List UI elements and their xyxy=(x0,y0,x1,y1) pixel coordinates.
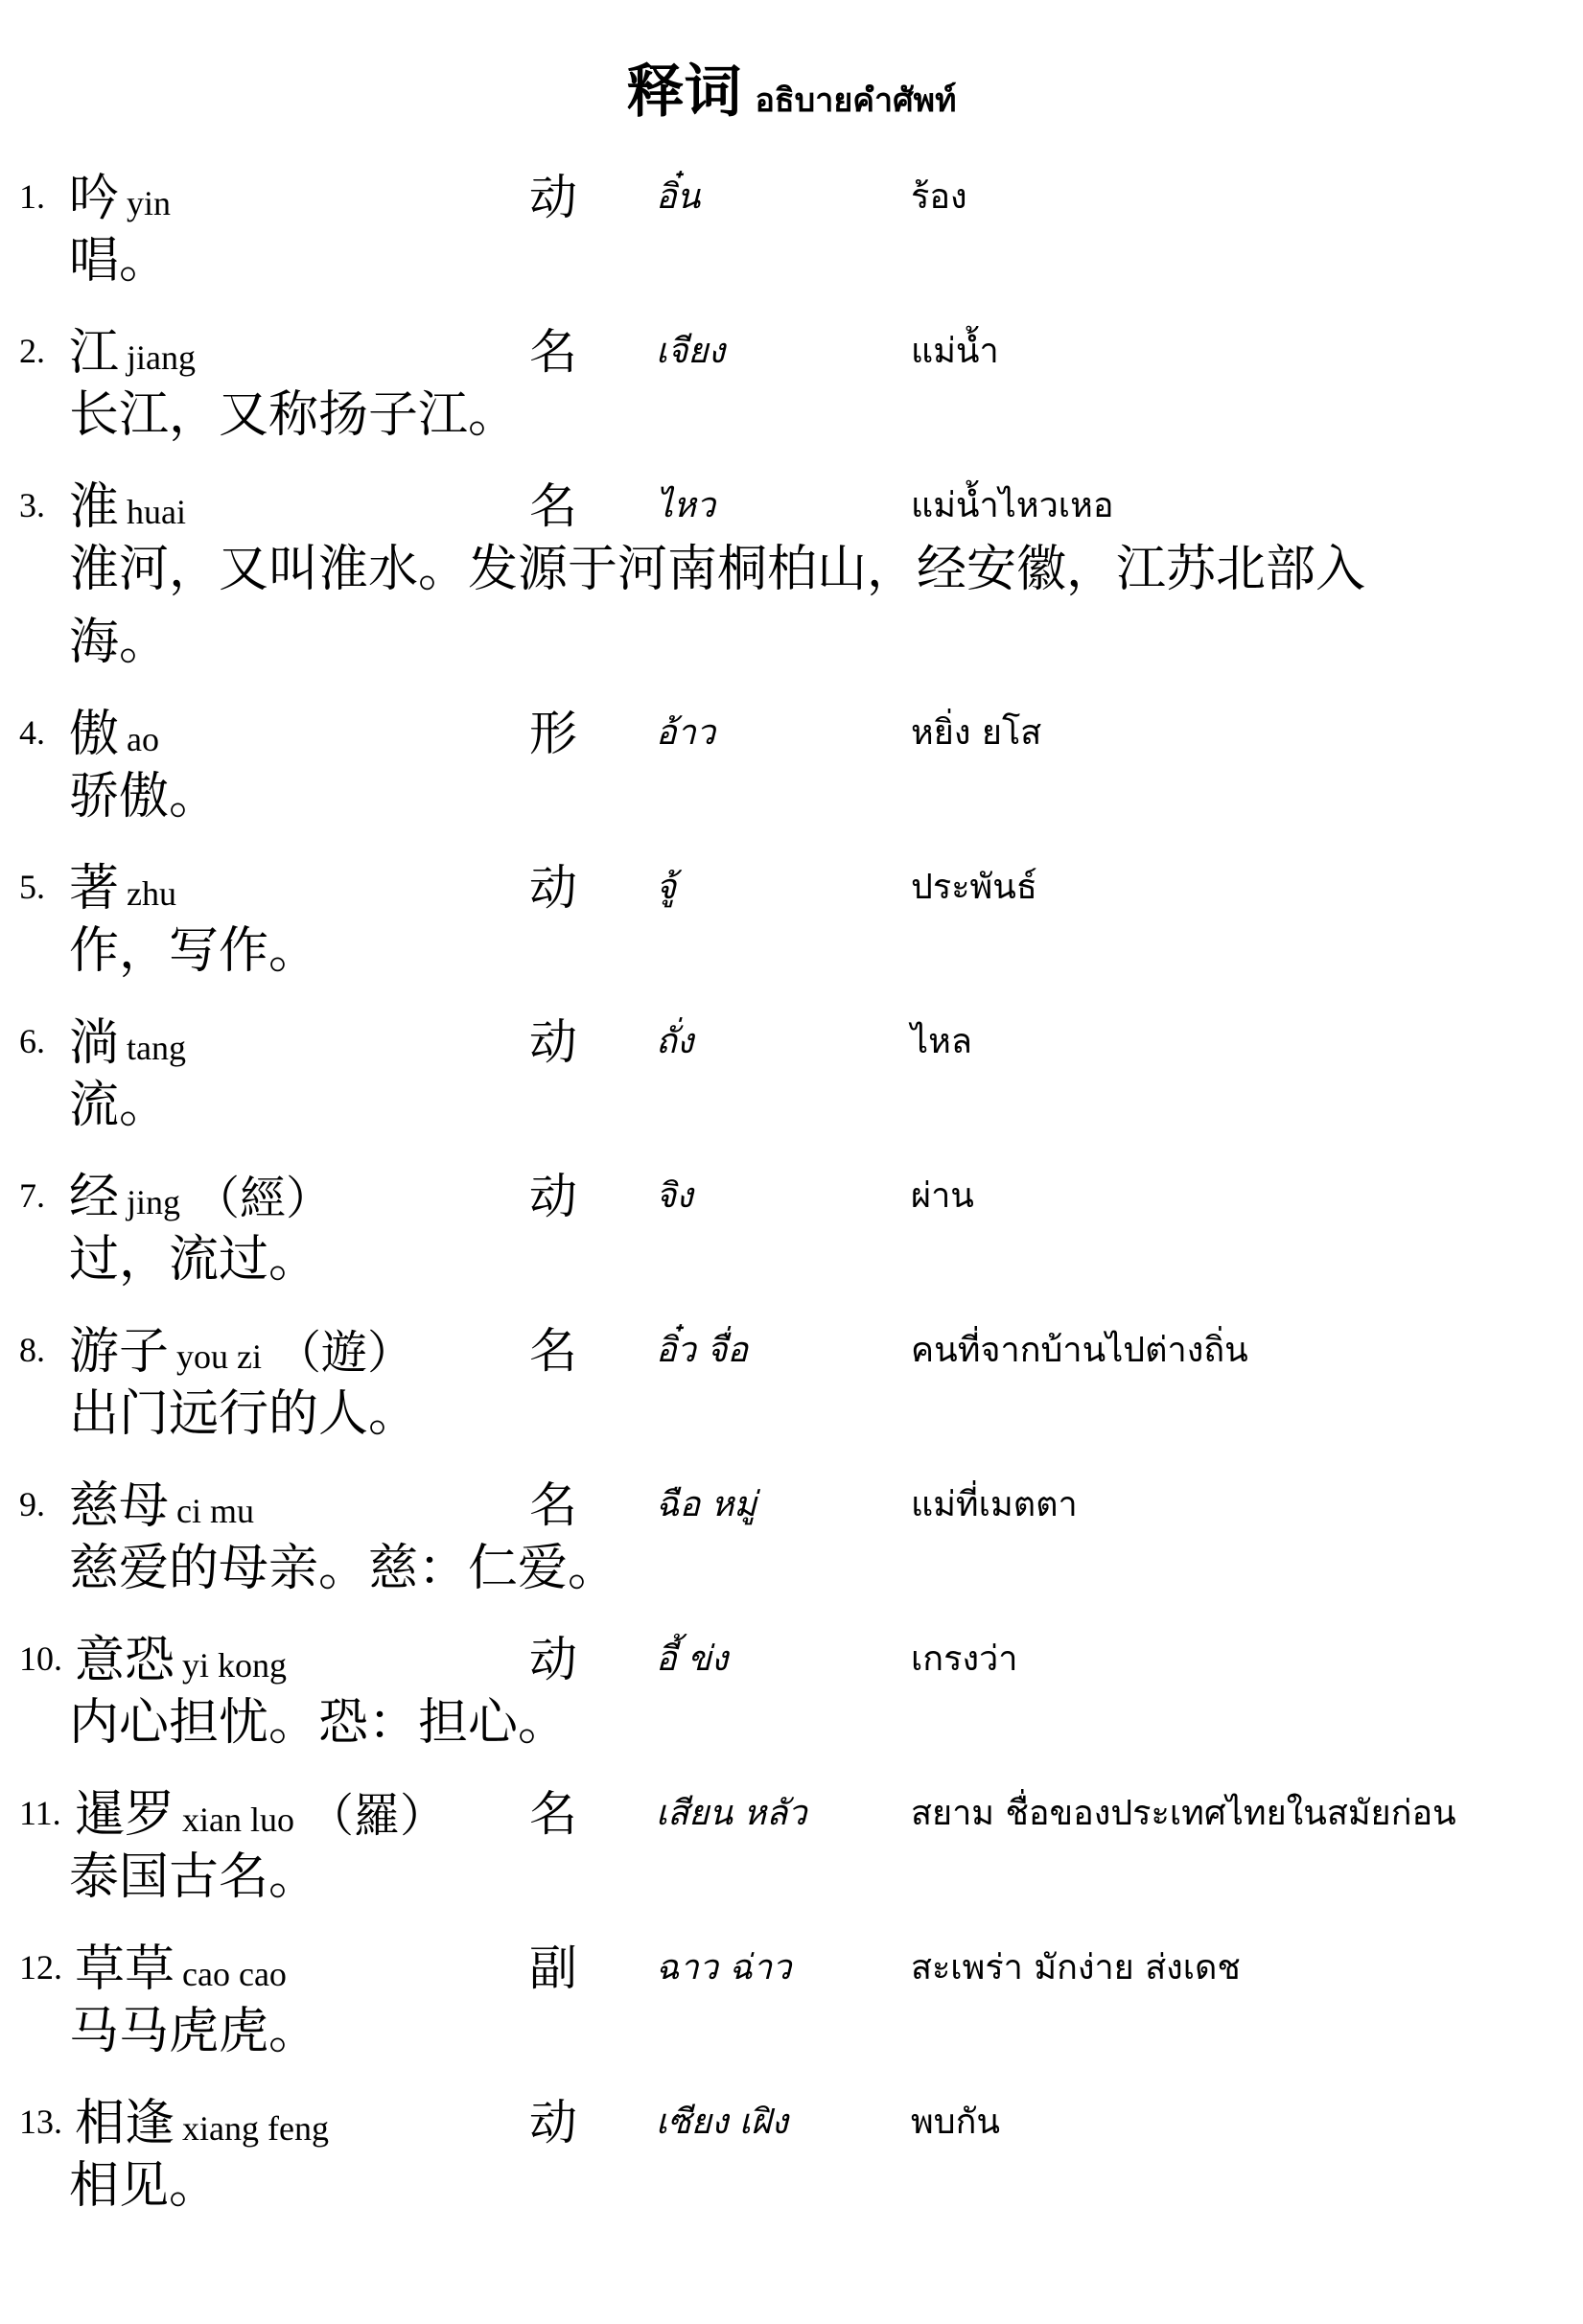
entry-definition: 相见。 xyxy=(69,2157,220,2215)
entry-thai-meaning: คนที่จากบ้านไปต่างถิ่น xyxy=(911,1331,1248,1370)
entry-thai-transliteration: จิง xyxy=(656,1176,693,1216)
entry-definition: 唱。 xyxy=(69,232,170,290)
entry-number: 7. xyxy=(19,1176,45,1215)
entry-pinyin: yi kong xyxy=(182,1646,288,1685)
entry-thai-meaning: พบกัน xyxy=(911,2103,1000,2142)
entry-thai-transliteration: อิ๋น xyxy=(656,177,701,217)
entry-thai-transliteration: ฉาว ฉ่าว xyxy=(656,1948,792,1987)
entry-number: 4. xyxy=(19,713,45,752)
entry-headword xyxy=(69,466,199,538)
entry-word: 经 xyxy=(69,1169,120,1226)
entry-header xyxy=(0,2069,1583,2152)
entry-part-of-speech: 动 xyxy=(529,170,577,225)
entry-part-of-speech: 名 xyxy=(529,1323,577,1379)
glossary-entry-3 xyxy=(0,453,1583,680)
glossary-entry-7 xyxy=(0,1143,1583,1297)
entry-definition: 过，流过。 xyxy=(69,1231,319,1289)
entry-headword xyxy=(69,1156,332,1228)
glossary-entry-9 xyxy=(0,1452,1583,1606)
entry-word: 草草 xyxy=(75,1941,175,1998)
entry-thai-meaning: ไหล xyxy=(911,1022,972,1061)
entry-part-of-speech: 动 xyxy=(529,1632,577,1687)
entry-traditional: （羅） xyxy=(308,1789,447,1843)
entry-number: 6. xyxy=(19,1022,45,1060)
entry-header xyxy=(0,834,1583,918)
entry-header xyxy=(0,1297,1583,1381)
entry-thai-transliteration: จู้ xyxy=(656,868,677,907)
entry-part-of-speech: 动 xyxy=(529,1014,577,1070)
entry-header xyxy=(0,988,1583,1072)
entry-thai-meaning: แม่ที่เมตตา xyxy=(911,1485,1078,1524)
page-title xyxy=(0,58,1583,126)
entry-pinyin: huai xyxy=(127,493,186,531)
entry-definition: 马马虎虎。 xyxy=(69,2003,319,2060)
entry-part-of-speech: 名 xyxy=(529,1477,577,1533)
entry-headword xyxy=(69,1465,268,1537)
entry-headword xyxy=(69,1311,413,1383)
entry-headword xyxy=(75,1928,300,2000)
entry-word: 著 xyxy=(69,860,120,918)
entry-header xyxy=(0,1606,1583,1689)
glossary-entry-11 xyxy=(0,1760,1583,1915)
entry-pinyin: xiang feng xyxy=(182,2109,329,2148)
entry-number: 8. xyxy=(19,1331,45,1369)
entry-thai-meaning: ประพันธ์ xyxy=(911,868,1037,907)
entry-part-of-speech: 名 xyxy=(529,478,577,534)
entry-header xyxy=(0,680,1583,763)
glossary-entry-5 xyxy=(0,834,1583,988)
entry-definition: 泰国古名。 xyxy=(69,1848,319,1906)
entry-definition: 骄傲。 xyxy=(69,768,220,825)
entry-thai-transliteration: อิ๋ว จื่อ xyxy=(656,1331,748,1370)
entry-thai-transliteration: ไหว xyxy=(656,486,716,525)
entry-part-of-speech: 动 xyxy=(529,2095,577,2150)
entry-part-of-speech: 名 xyxy=(529,324,577,380)
entry-headword xyxy=(69,312,209,383)
entry-number: 10. xyxy=(19,1639,62,1678)
glossary-entry-4 xyxy=(0,680,1583,834)
entry-number: 2. xyxy=(19,332,45,370)
glossary-entry-10 xyxy=(0,1606,1583,1760)
entry-header xyxy=(0,1760,1583,1844)
entry-thai-transliteration: อี้ ข่ง xyxy=(656,1639,729,1679)
entry-header xyxy=(0,144,1583,227)
entry-pinyin: zhu xyxy=(127,874,176,913)
entry-part-of-speech: 副 xyxy=(529,1941,577,1996)
entry-word: 吟 xyxy=(69,170,120,227)
entry-header xyxy=(0,453,1583,536)
entry-headword xyxy=(75,1619,300,1691)
entry-definition: 流。 xyxy=(69,1077,170,1134)
entry-word: 江 xyxy=(69,324,120,382)
glossary-entry-8 xyxy=(0,1297,1583,1452)
title-chinese: 释词 xyxy=(626,58,742,126)
entry-headword xyxy=(69,1002,199,1074)
entry-thai-meaning: แม่น้ำ xyxy=(911,332,999,371)
entry-definition: 出门远行的人。 xyxy=(69,1385,419,1443)
entry-pinyin: xian luo xyxy=(182,1801,294,1839)
entry-thai-transliteration: ถั่ง xyxy=(656,1022,694,1061)
entry-number: 13. xyxy=(19,2103,62,2141)
entry-pinyin: jing xyxy=(127,1183,181,1221)
entry-number: 3. xyxy=(19,486,45,524)
entry-thai-transliteration: เสียน หลัว xyxy=(656,1794,807,1833)
entry-thai-meaning: แม่น้ำไหวเหอ xyxy=(911,486,1114,525)
entry-word: 傲 xyxy=(69,706,120,763)
entry-thai-transliteration: อ้าว xyxy=(656,713,716,753)
entry-word: 淮 xyxy=(69,478,120,536)
title-thai: อธิบายคำศัพท์ xyxy=(755,81,957,120)
entry-part-of-speech: 动 xyxy=(529,860,577,916)
entry-pinyin: you zi xyxy=(176,1337,262,1376)
entry-word: 游子 xyxy=(69,1323,170,1381)
entry-definition: 慈爱的母亲。慈：仁爱。 xyxy=(69,1540,618,1597)
entry-part-of-speech: 动 xyxy=(529,1169,577,1224)
entry-headword xyxy=(69,693,173,765)
entry-header xyxy=(0,1143,1583,1226)
entry-pinyin: tang xyxy=(127,1029,186,1067)
entry-thai-meaning: หยิ่ง ยโส xyxy=(911,713,1042,753)
entry-pinyin: cao cao xyxy=(182,1955,287,1993)
entry-pinyin: yin xyxy=(127,184,172,222)
entry-thai-transliteration: เซียง เฝิง xyxy=(656,2103,788,2142)
entry-number: 5. xyxy=(19,868,45,906)
entry-traditional: （經） xyxy=(194,1172,333,1225)
entry-word: 淌 xyxy=(69,1014,120,1072)
entry-thai-meaning: สะเพร่า มักง่าย ส่งเดช xyxy=(911,1948,1241,1987)
glossary-entry-13 xyxy=(0,2069,1583,2223)
glossary-entry-1 xyxy=(0,144,1583,298)
glossary-entry-12 xyxy=(0,1915,1583,2069)
entry-part-of-speech: 名 xyxy=(529,1786,577,1842)
entry-header xyxy=(0,298,1583,382)
entry-headword xyxy=(75,1774,446,1846)
entry-definition: 内心担忧。恐：担心。 xyxy=(69,1694,569,1752)
entry-thai-meaning: ผ่าน xyxy=(911,1176,974,1216)
entry-thai-meaning: ร้อง xyxy=(911,177,967,217)
glossary-list xyxy=(0,144,1583,2223)
entry-traditional: （遊） xyxy=(275,1326,414,1380)
entry-thai-meaning: เกรงว่า xyxy=(911,1639,1018,1679)
entry-number: 12. xyxy=(19,1948,62,1987)
glossary-entry-2 xyxy=(0,298,1583,453)
entry-number: 1. xyxy=(19,177,45,216)
entry-thai-transliteration: เจียง xyxy=(656,332,726,371)
entry-word: 慈母 xyxy=(69,1477,170,1535)
entry-word: 暹罗 xyxy=(75,1786,175,1844)
entry-word: 意恐 xyxy=(75,1632,175,1689)
entry-headword xyxy=(75,2082,342,2154)
entry-definition: 作，写作。 xyxy=(69,922,319,980)
entry-definition: 长江，又称扬子江。 xyxy=(69,386,519,444)
entry-definition: 淮河，又叫淮水。发源于河南桐柏山，经安徽，江苏北部入海。 xyxy=(69,541,1366,671)
entry-pinyin: ao xyxy=(127,720,159,758)
entry-part-of-speech: 形 xyxy=(529,706,577,761)
glossary-entry-6 xyxy=(0,988,1583,1143)
entry-number: 9. xyxy=(19,1485,45,1523)
entry-thai-transliteration: ฉือ หมู่ xyxy=(656,1485,757,1524)
entry-headword xyxy=(69,157,184,229)
entry-header xyxy=(0,1915,1583,1998)
entry-word: 相逢 xyxy=(75,2095,175,2152)
entry-pinyin: ci mu xyxy=(176,1492,254,1530)
entry-header xyxy=(0,1452,1583,1535)
entry-pinyin: jiang xyxy=(127,338,196,377)
entry-thai-meaning: สยาม ชื่อของประเทศไทยในสมัยก่อน xyxy=(911,1794,1456,1833)
entry-number: 11. xyxy=(19,1794,61,1832)
entry-headword xyxy=(69,848,190,919)
